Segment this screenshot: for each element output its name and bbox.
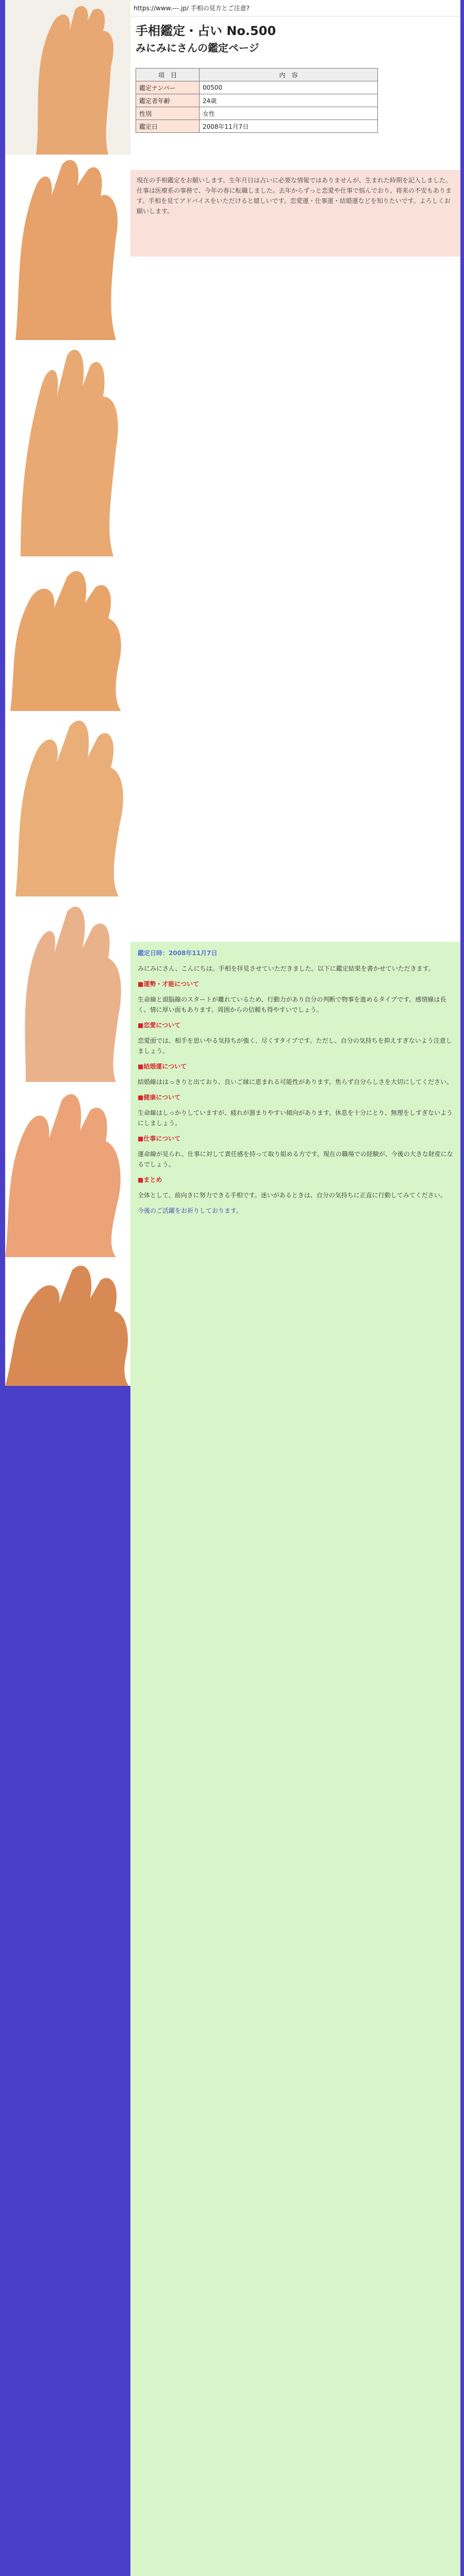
info-value: 00500 xyxy=(200,81,378,94)
section-heading: ■まとめ xyxy=(138,1176,162,1183)
request-text xyxy=(130,170,460,257)
table-row xyxy=(136,120,378,133)
section-body: 生命線はしっかりしていますが、疲れが溜まりやすい傾向があります。休息を十分にとり、無理をしすぎないようにしましょう。 xyxy=(138,1109,453,1127)
info-table-header xyxy=(136,69,378,81)
greeting: みにみにさん、こんにちは。手相を拝見させていただきました。以下に鑑定結果を書かせていただきます。 xyxy=(138,965,435,972)
palm-photo-2 xyxy=(5,155,130,340)
section-body: 全体として、前向きに努力できる手相です。迷いがあるときは、自分の気持ちに正直に行動してみてください。 xyxy=(138,1192,446,1199)
palm-photo-7 xyxy=(5,1082,130,1257)
info-key: 鑑定日 xyxy=(136,120,200,133)
url-bar[interactable]: https://www.---.jp/ 手相の見方とご注意? xyxy=(130,0,460,16)
section-body: 結婚線ははっきりと出ており、良いご縁に恵まれる可能性があります。焦らず自分らしさを大切にしてください。 xyxy=(138,1078,453,1086)
section-body: 生命線と頭脳線のスタートが離れているため、行動力があり自分の判断で物事を進めるタイプです。感情線は長く、情に厚い面もあります。周囲からの信頼も得やすいでしょう。 xyxy=(138,996,446,1013)
title-block xyxy=(130,16,460,68)
table-row xyxy=(136,107,378,120)
palm-photo-5 xyxy=(5,711,130,896)
photo-spacer xyxy=(130,257,460,942)
section-heading: ■恋愛について xyxy=(138,1022,181,1029)
section-body: 恋愛面では、相手を思いやる気持ちが強く、尽くすタイプです。ただし、自分の気持ちを抑えすぎないよう注意しましょう。 xyxy=(138,1037,452,1055)
page-subtitle: みにみにさんの鑑定ページ xyxy=(136,42,259,54)
request-body: 現在の手相鑑定をお願いします。生年月日は占いに必要な情報ではありませんが、生まれた時期を記入しました。仕事は医療系の事務で、今年の春に転職しました。去年からずっと恋愛や仕事で悩んでおり、将来の不安もあります。手相を見てアドバイスをいただけると嬉しいです。恋愛運・仕事運・結婚運などを知りたいです。よろしくお願いします。 xyxy=(137,177,452,215)
page-title: 手相鑑定・占い No.500 xyxy=(136,24,276,38)
photo-column xyxy=(5,0,130,2576)
section-heading: ■健康について xyxy=(138,1094,181,1101)
palm-photo-8 xyxy=(5,1257,130,1386)
info-value: 2008年11月7日 xyxy=(200,120,378,133)
info-table xyxy=(136,68,378,133)
palm-photo-6 xyxy=(5,896,130,1082)
info-header-item: 項 目 xyxy=(136,69,200,81)
table-row xyxy=(136,81,378,94)
info-key: 鑑定者年齢 xyxy=(136,94,200,107)
info-value: 24歳 xyxy=(200,94,378,107)
section-heading: ■運勢・才能について xyxy=(138,980,200,988)
palm-photo-4 xyxy=(5,556,130,711)
section-heading: ■結婚運について xyxy=(138,1063,187,1070)
info-key: 性別 xyxy=(136,107,200,120)
left-column-spacer xyxy=(5,1386,130,2576)
table-row xyxy=(136,94,378,107)
reading-section xyxy=(130,942,460,2576)
palm-photo-1 xyxy=(5,0,130,155)
info-header-content: 内 容 xyxy=(200,69,378,81)
section-heading: ■仕事について xyxy=(138,1135,181,1142)
reading-date: 鑑定日時：2008年11月7日 xyxy=(138,950,218,957)
info-value: 女性 xyxy=(200,107,378,120)
section-body: 運命線が見られ、仕事に対して責任感を持って取り組める方です。現在の職場での経験が、今後の大きな財産になるでしょう。 xyxy=(138,1150,453,1168)
palm-photo-3 xyxy=(5,340,130,556)
closing-text: 今後のご活躍をお祈りしております。 xyxy=(138,1207,243,1214)
info-key: 鑑定ナンバー xyxy=(136,81,200,94)
